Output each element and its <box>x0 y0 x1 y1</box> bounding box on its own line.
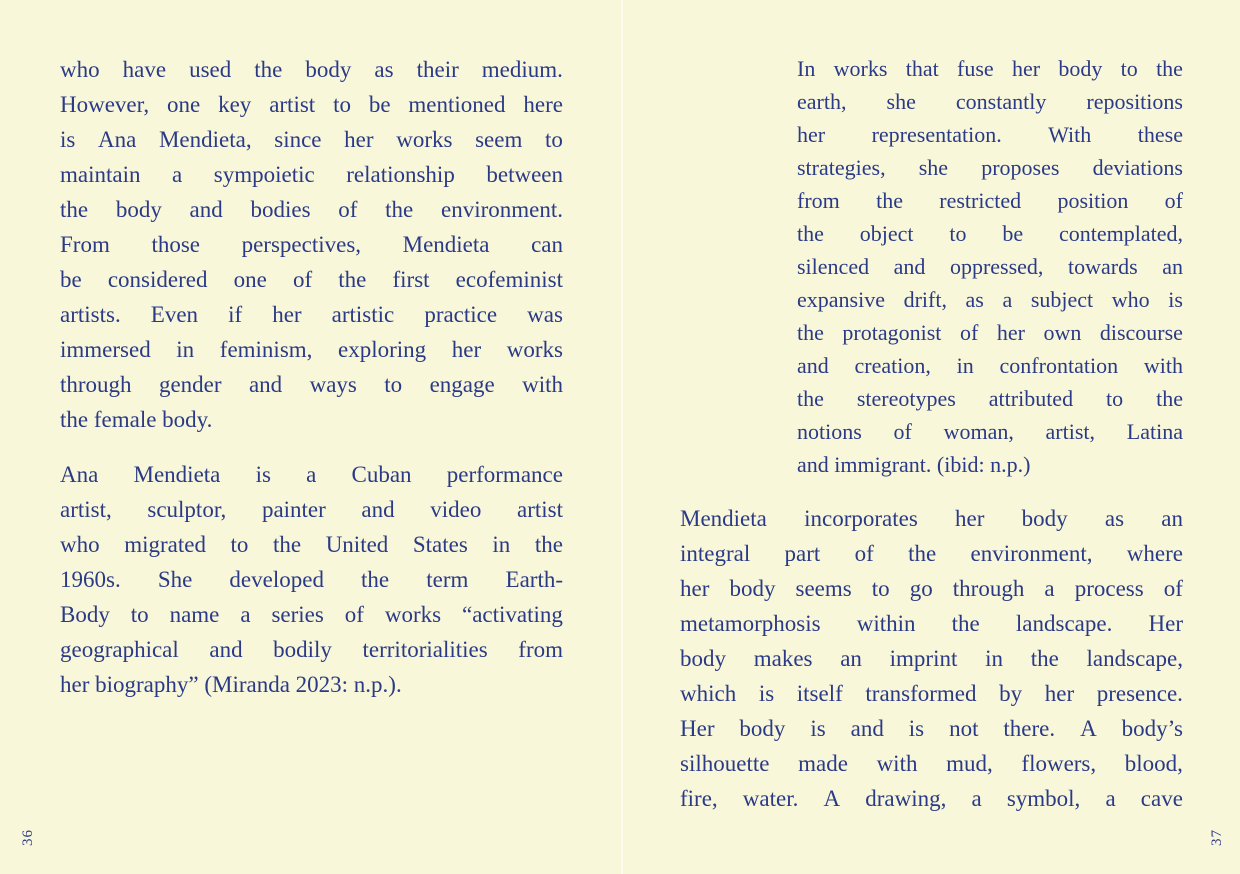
text-line: the protagonist of her own discourse <box>797 320 1183 345</box>
text-line: which is itself transformed by her presence. <box>680 681 1183 706</box>
paragraph <box>60 457 563 702</box>
text-line: maintain a sympoietic relationship between <box>60 162 563 187</box>
text-line: who have used the body as their medium. <box>60 57 563 82</box>
text-line: and creation, in confrontation with <box>797 353 1183 378</box>
text-line: the stereotypes attributed to the <box>797 386 1183 411</box>
text-line: the female body. <box>60 407 213 432</box>
text-line: integral part of the environment, where <box>680 541 1183 566</box>
text-line: the object to be contemplated, <box>797 221 1183 246</box>
text-line: through gender and ways to engage with <box>60 372 563 397</box>
text-line: silhouette made with mud, flowers, blood, <box>680 751 1183 776</box>
text-line: strategies, she proposes deviations <box>797 155 1183 180</box>
text-line: geographical and bodily territorialities from <box>60 637 563 662</box>
text-line: Mendieta incorporates her body as an <box>680 506 1183 531</box>
text-line: body makes an imprint in the landscape, <box>680 646 1183 671</box>
right-text-column <box>680 52 1183 816</box>
text-line: metamorphosis within the landscape. Her <box>680 611 1183 636</box>
text-line: and immigrant. (ibid: n.p.) <box>797 452 1031 477</box>
left-text-column <box>60 52 563 702</box>
page-number-left: 36 <box>20 829 36 846</box>
text-line: In works that fuse her body to the <box>797 56 1183 81</box>
text-line: 1960s. She developed the term Earth- <box>60 567 563 592</box>
text-line: However, one key artist to be mentioned here <box>60 92 563 117</box>
text-line: is Ana Mendieta, since her works seem to <box>60 127 563 152</box>
text-line: Body to name a series of works “activating <box>60 602 563 627</box>
text-line: immersed in feminism, exploring her works <box>60 337 563 362</box>
text-line: earth, she constantly repositions <box>797 89 1183 114</box>
text-line: the body and bodies of the environment. <box>60 197 563 222</box>
text-line: From those perspectives, Mendieta can <box>60 232 563 257</box>
page-number-right: 37 <box>1209 829 1225 846</box>
text-line: who migrated to the United States in the <box>60 532 563 557</box>
text-line: silenced and oppressed, towards an <box>797 254 1183 279</box>
paragraph <box>680 501 1183 816</box>
page-gutter <box>621 0 623 874</box>
text-line: Ana Mendieta is a Cuban performance <box>60 462 563 487</box>
text-line: notions of woman, artist, Latina <box>797 419 1183 444</box>
text-line: her body seems to go through a process of <box>680 576 1183 601</box>
text-line: be considered one of the first ecofeminist <box>60 267 563 292</box>
text-line: her representation. With these <box>797 122 1183 147</box>
text-line: Her body is and is not there. A body’s <box>680 716 1183 741</box>
paragraph <box>60 52 563 437</box>
text-line: from the restricted position of <box>797 188 1183 213</box>
text-line: fire, water. A drawing, a symbol, a cave <box>680 786 1183 811</box>
text-line: her biography” (Miranda 2023: n.p.). <box>60 672 402 697</box>
text-line: artists. Even if her artistic practice was <box>60 302 563 327</box>
text-line: expansive drift, as a subject who is <box>797 287 1183 312</box>
block-quote <box>797 52 1183 481</box>
text-line: artist, sculptor, painter and video artist <box>60 497 563 522</box>
